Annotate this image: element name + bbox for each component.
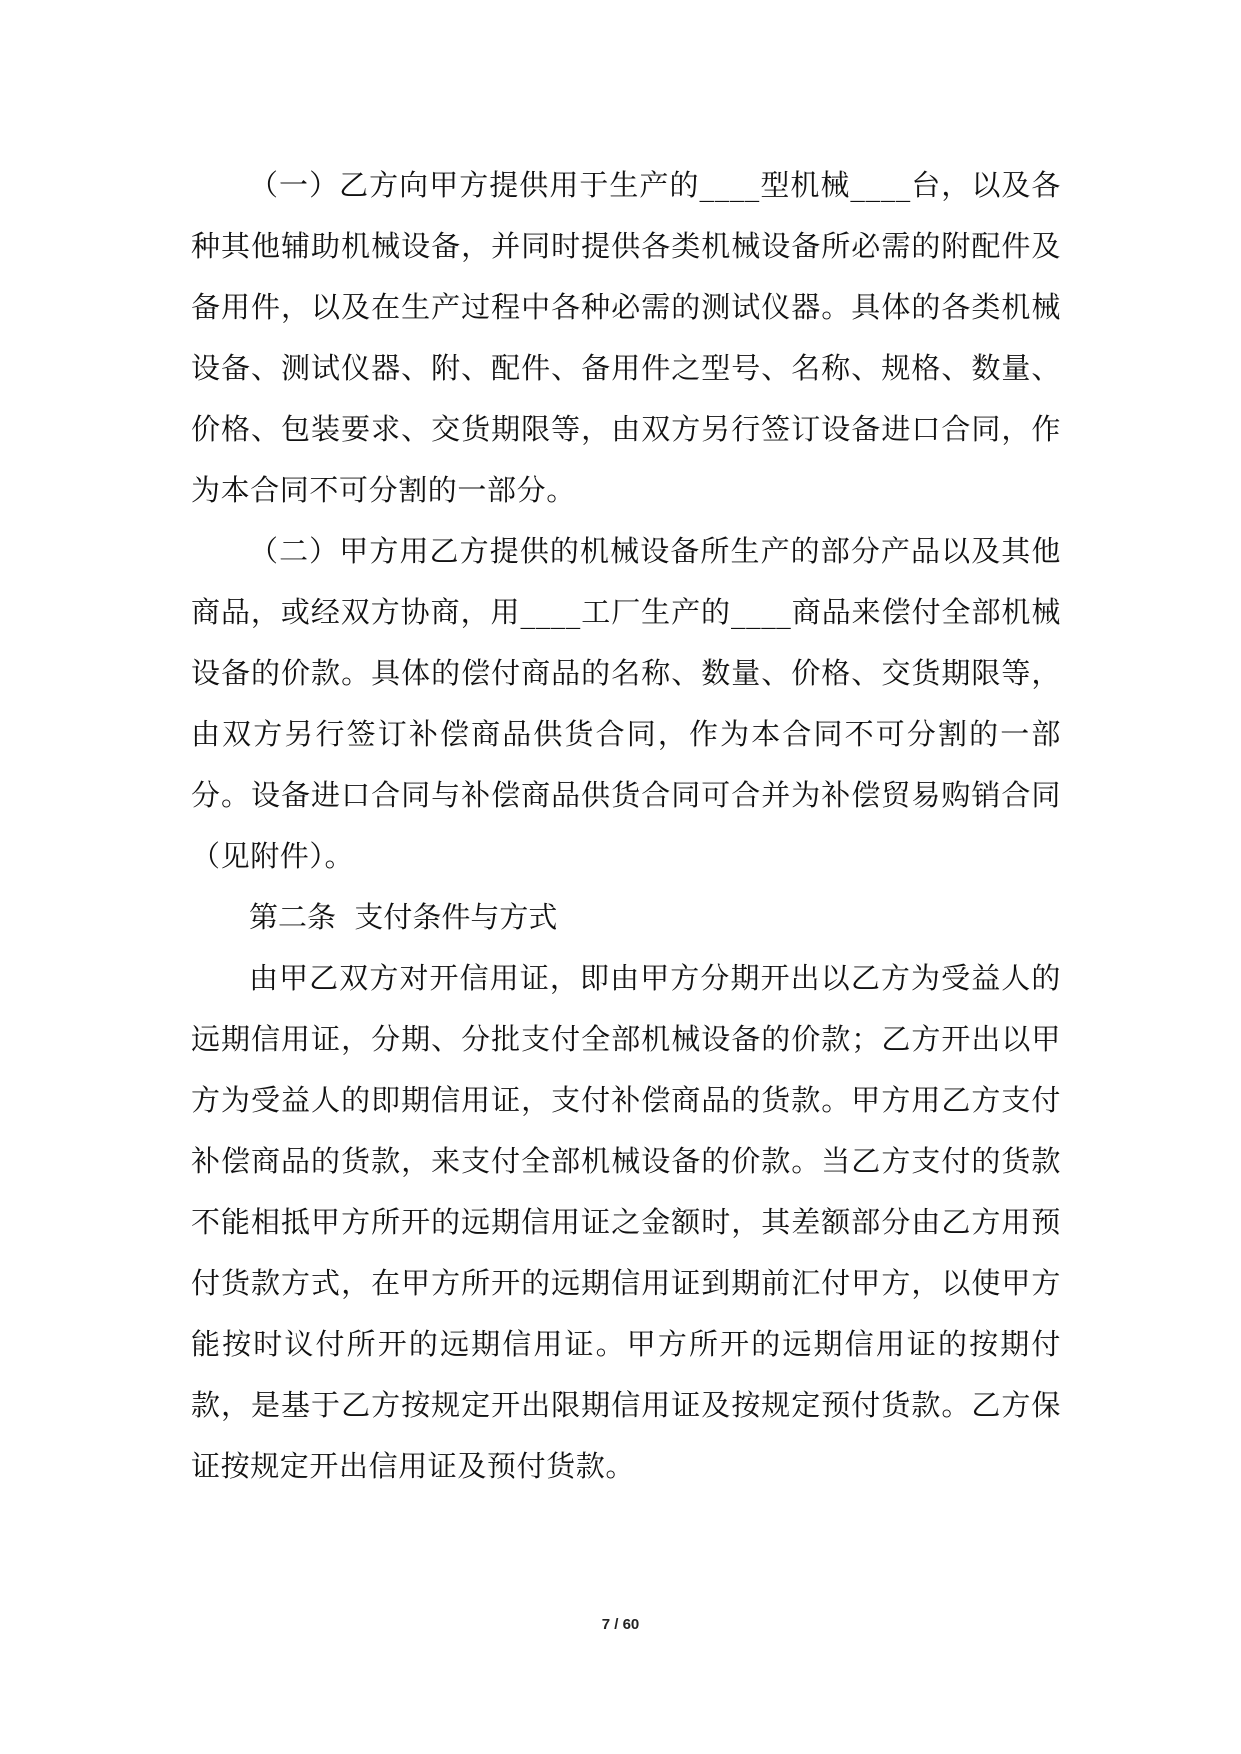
document-body: [191, 155, 1061, 1497]
page-number: 7 / 60: [601, 1616, 640, 1633]
section-heading: 第二条 支付条件与方式: [249, 900, 558, 934]
paragraph-payment-terms: 由甲乙双方对开信用证，即由甲方分期开出以乙方为受益人的远期信用证，分期、分批支付全部机械设备的价款；乙方开出以甲方为受益人的即期信用证，支付补偿商品的货款。甲方用乙方支付补偿商品的货款，来支付全部机械设备的价款。当乙方支付的货款不能相抵甲方所开的远期信用证之金额时，其差额部分由乙方用预付货款方式，在甲方所开的远期信用证到期前汇付甲方，以使甲方能按时议付所开的远期信用证。甲方所开的远期信用证的按期付款，是基于乙方按规定开出限期信用证及按规定预付货款。乙方保证按规定开出信用证及预付货款。: [191, 961, 1061, 1483]
paragraph-item-1: （一）乙方向甲方提供用于生产的____型机械____台，以及各种其他辅助机械设备，并同时提供各类机械设备所必需的附配件及备用件，以及在生产过程中各种必需的测试仪器。具体的各类机械设备、测试仪器、附、配件、备用件之型号、名称、规格、数量、价格、包装要求、交货期限等，由双方另行签订设备进口合同，作为本合同不可分割的一部分。: [191, 168, 1061, 507]
paragraph-item-2: （二）甲方用乙方提供的机械设备所生产的部分产品以及其他商品，或经双方协商，用____工厂生产的____商品来偿付全部机械设备的价款。具体的偿付商品的名称、数量、价格、交货期限等，由双方另行签订补偿商品供货合同，作为本合同不可分割的一部分。设备进口合同与补偿商品供货合同可合并为补偿贸易购销合同（见附件）。: [191, 534, 1061, 873]
